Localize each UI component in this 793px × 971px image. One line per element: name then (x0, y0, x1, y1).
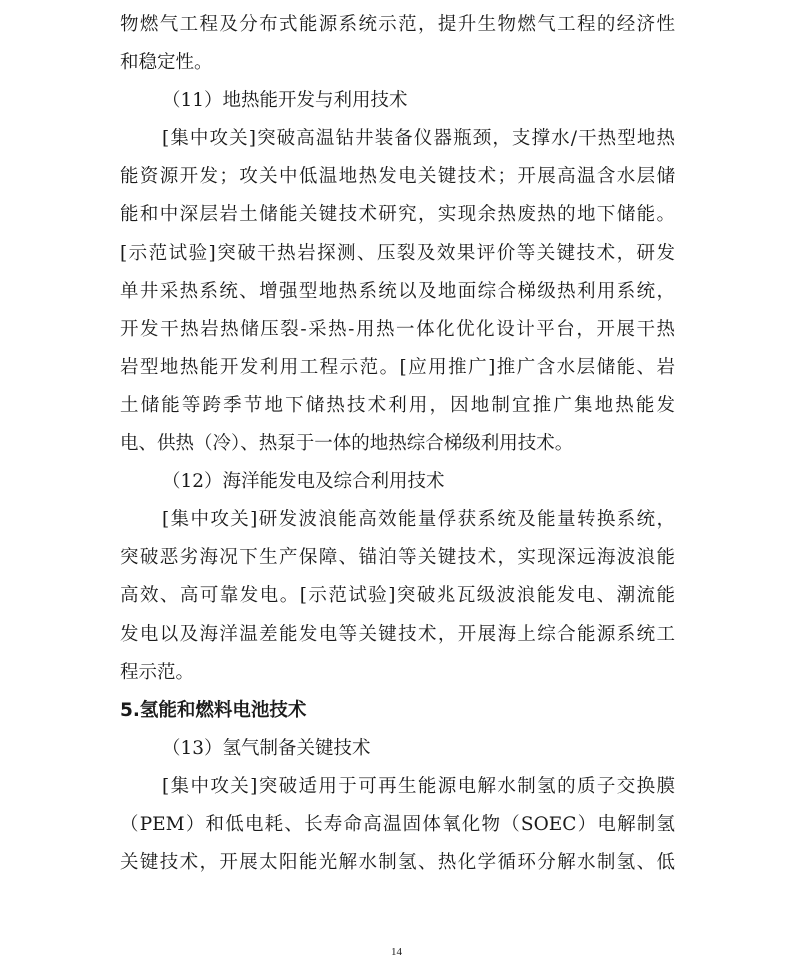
page-number: 14 (391, 946, 402, 958)
subsection-heading: （11）地热能开发与利用技术 (162, 90, 408, 112)
body-text-line: [示范试验]突破干热岩探测、压裂及效果评价等关键技术，研发 (120, 242, 675, 264)
subsection-heading: （13）氢气制备关键技术 (162, 737, 371, 759)
paragraph-first-line: [集中攻关]突破高温钻井装备仪器瓶颈，支撑水/干热型地热 (162, 128, 675, 150)
body-text-line: 程示范。 (120, 661, 195, 683)
body-text-line: （PEM）和低电耗、长寿命高温固体氧化物（SOEC）电解制氢 (120, 813, 675, 835)
body-text-line: 发电以及海洋温差能发电等关键技术，开展海上综合能源系统工 (120, 623, 675, 645)
paragraph-first-line: [集中攻关]研发波浪能高效能量俘获系统及能量转换系统， (162, 509, 675, 531)
body-text-line: 关键技术，开展太阳能光解水制氢、热化学循环分解水制氢、低 (120, 852, 675, 874)
body-text-line: 和稳定性。 (120, 52, 213, 74)
body-text-line: 突破恶劣海况下生产保障、锚泊等关键技术，实现深远海波浪能 (120, 547, 675, 569)
body-text-line: 能资源开发；攻关中低温地热发电关键技术；开展高温含水层储 (120, 166, 675, 188)
section-heading: 5.氢能和燃料电池技术 (120, 699, 307, 721)
body-text-line: 单井采热系统、增强型地热系统以及地面综合梯级热利用系统， (120, 280, 675, 302)
body-text-line: 高效、高可靠发电。[示范试验]突破兆瓦级波浪能发电、潮流能 (120, 585, 675, 607)
body-text-line: 岩型地热能开发利用工程示范。[应用推广]推广含水层储能、岩 (120, 356, 675, 378)
body-text-line: 电、供热（冷）、热泵于一体的地热综合梯级利用技术。 (120, 433, 574, 455)
body-text-line: 能和中深层岩土储能关键技术研究，实现余热废热的地下储能。 (120, 204, 675, 226)
subsection-heading: （12）海洋能发电及综合利用技术 (162, 471, 445, 493)
body-text-line: 开发干热岩热储压裂-采热-用热一体化优化设计平台，开展干热 (120, 318, 675, 340)
body-text-line: 土储能等跨季节地下储热技术利用，因地制宜推广集地热能发 (120, 394, 675, 416)
body-text-line: 物燃气工程及分布式能源系统示范，提升生物燃气工程的经济性 (120, 14, 675, 35)
document-body (120, 6, 675, 882)
paragraph-first-line: [集中攻关]突破适用于可再生能源电解水制氢的质子交换膜 (162, 775, 675, 797)
